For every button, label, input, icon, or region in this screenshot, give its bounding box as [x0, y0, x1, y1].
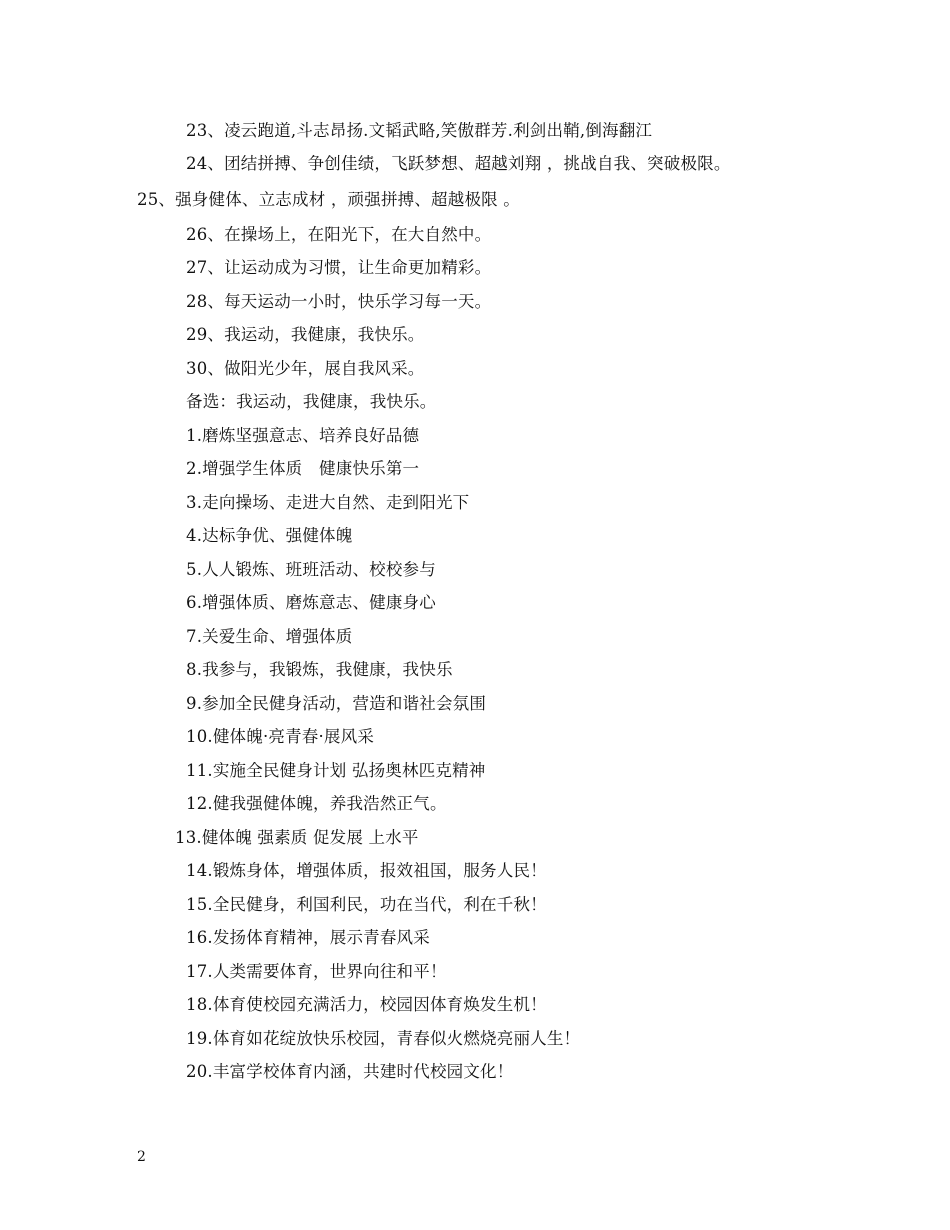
text-line: 11.实施全民健身计划 弘扬奥林匹克精神 [186, 761, 486, 780]
text-line: 7.关爱生命、增强体质 [186, 627, 353, 646]
text-line: 17.人类需要体育，世界向往和平！ [186, 962, 447, 981]
text-line: 28、每天运动一小时，快乐学习每一天。 [186, 292, 492, 311]
text-line: 13.健体魄 强素质 促发展 上水平 [175, 828, 419, 847]
text-line: 3.走向操场、走进大自然、走到阳光下 [186, 493, 470, 512]
text-line: 备选：我运动，我健康，我快乐。 [186, 392, 437, 411]
text-line: 19.体育如花绽放快乐校园，青春似火燃烧亮丽人生！ [186, 1029, 581, 1048]
text-line: 20.丰富学校体育内涵，共建时代校园文化！ [186, 1062, 514, 1081]
text-line: 5.人人锻炼、班班活动、校校参与 [186, 560, 436, 579]
text-line: 29、我运动，我健康，我快乐。 [186, 325, 425, 344]
text-line: 6.增强体质、磨炼意志、健康身心 [186, 593, 436, 612]
text-line: 26、在操场上，在阳光下，在大自然中。 [186, 225, 492, 244]
text-line: 24、团结拼搏、争创佳绩，飞跃梦想、超越刘翔 ，挑战自我、突破极限。 [186, 154, 731, 173]
text-line: 23、凌云跑道,斗志昂扬.文韬武略,笑傲群芳.利剑出鞘,倒海翻江 [186, 121, 653, 140]
text-line: 25、强身健体、立志成材 ，顽强拼搏、超越极限 。 [137, 190, 520, 209]
text-line: 10.健体魄·亮青春·展风采 [186, 727, 375, 746]
text-line: 15.全民健身，利国利民，功在当代，利在千秋！ [186, 895, 547, 914]
text-line: 16.发扬体育精神，展示青春风采 [186, 928, 430, 947]
text-line: 14.锻炼身体，增强体质，报效祖国，服务人民！ [186, 861, 547, 880]
text-line: 1.磨炼坚强意志、培养良好品德 [186, 426, 420, 445]
text-line: 2.增强学生体质 健康快乐第一 [186, 459, 420, 478]
page-number: 2 [137, 1149, 146, 1165]
text-line: 9.参加全民健身活动，营造和谐社会氛围 [186, 694, 487, 713]
text-line: 4.达标争优、强健体魄 [186, 526, 353, 545]
text-line: 18.体育使校园充满活力，校园因体育焕发生机！ [186, 995, 547, 1014]
text-line: 12.健我强健体魄，养我浩然正气。 [186, 794, 447, 813]
text-line: 8.我参与，我锻炼，我健康，我快乐 [186, 660, 453, 679]
text-line: 30、做阳光少年，展自我风采。 [186, 359, 425, 378]
text-line: 27、让运动成为习惯，让生命更加精彩。 [186, 258, 492, 277]
